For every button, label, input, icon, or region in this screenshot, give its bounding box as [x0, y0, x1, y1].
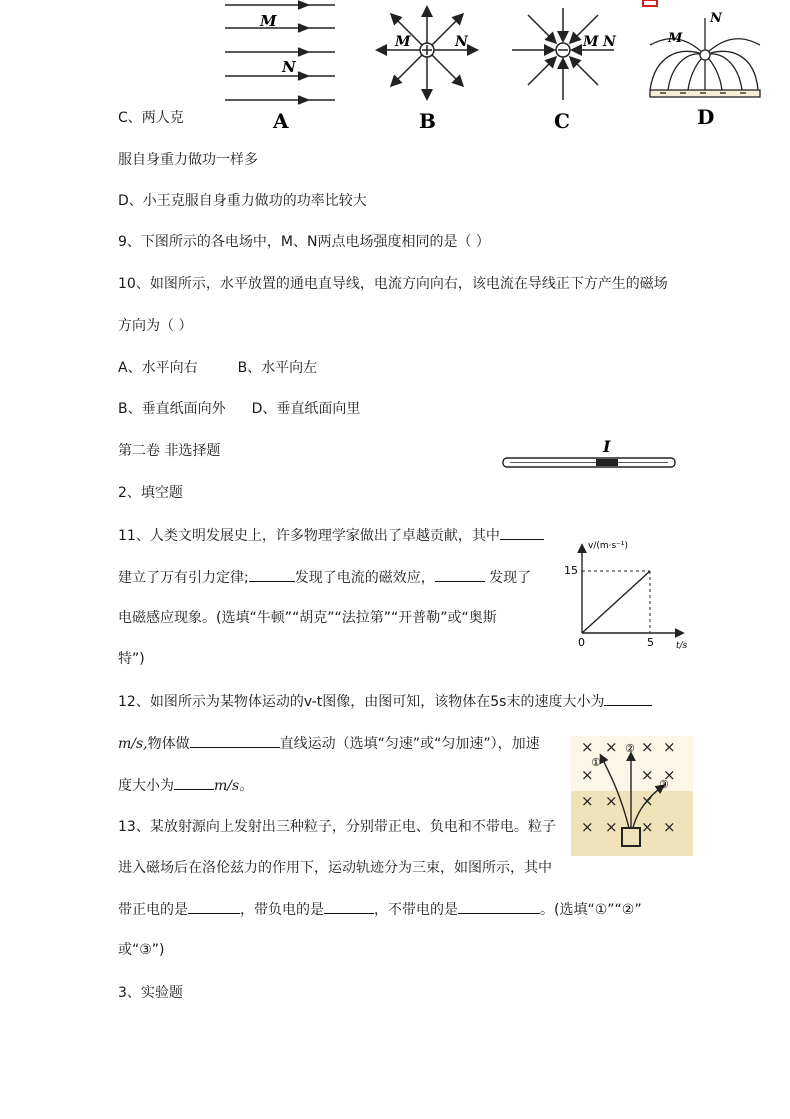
fill-in-heading: 2、填空题	[118, 485, 183, 501]
svg-text:×: ×	[641, 738, 654, 756]
point-m-label-d: M	[668, 31, 683, 46]
vt-y-axis-label: v/(m·s⁻¹)	[588, 541, 629, 551]
question-11-text: 11、人类文明发展史上，许多物理学家做出了卓越贡献，其中	[118, 528, 500, 544]
track-label-3: ③	[659, 778, 669, 791]
question-13-text-3: ，不带电的是	[374, 902, 458, 918]
magnetic-field-figure	[571, 736, 693, 856]
svg-text:×: ×	[641, 818, 654, 836]
question-13-line-4: 或“③”)	[118, 942, 165, 958]
field-c-negative-charge	[512, 8, 614, 100]
question-13-text: 带正电的是	[118, 902, 188, 918]
point-m-label-c: M	[583, 34, 599, 50]
question-13-line-3	[118, 899, 642, 920]
point-n-label-b: N	[455, 34, 468, 50]
answer-blank-12a[interactable]	[604, 691, 652, 706]
electric-field-figures	[210, 0, 770, 135]
svg-text:×: ×	[581, 738, 594, 756]
vt-data-line	[582, 571, 650, 633]
question-11-line-4: 特”)	[118, 651, 145, 667]
question-13-line-1: 13、某放射源向上发射出三种粒子，分别带正电、负电和不带电。粒子	[118, 819, 556, 835]
option-b-out: B、垂直纸面向外	[118, 401, 226, 417]
question-12-line-2	[118, 733, 540, 754]
answer-blank-13a[interactable]	[188, 899, 240, 914]
svg-text:×: ×	[641, 766, 654, 784]
question-13-text-4: 。(选填“①”“②”	[540, 902, 642, 918]
question-11-line-3: 电磁感应现象。(选填“牛顿”“胡克”“法拉第”“开普勒”或“奥斯	[118, 610, 497, 626]
answer-blank-13b[interactable]	[324, 899, 374, 914]
question-12-line-1	[118, 691, 652, 712]
figure-label-d: D	[697, 105, 715, 129]
vt-x-tick: 5	[647, 636, 654, 649]
vt-y-tick: 15	[564, 564, 578, 577]
figure-label-b: B	[419, 109, 436, 133]
answer-blank-11c[interactable]	[435, 567, 485, 582]
point-m-label-b: M	[395, 34, 411, 50]
option-d-line: D、小王克服自身重力做功的功率比较大	[118, 193, 367, 209]
experiment-heading: 3、实验题	[118, 985, 183, 1001]
option-c-line-1: C、两人克	[118, 110, 184, 126]
part-two-heading: 第二卷 非选择题	[118, 443, 221, 459]
answer-blank-11a[interactable]	[500, 525, 544, 540]
track-label-1: ①	[591, 756, 601, 769]
current-label: I	[603, 437, 611, 456]
svg-text:×: ×	[581, 818, 594, 836]
option-d-in: D、垂直纸面向里	[251, 401, 361, 417]
question-11-text-2: 建立了万有引力定律;	[118, 570, 249, 586]
answer-blank-12c[interactable]	[174, 775, 214, 790]
option-b-left: B、水平向左	[237, 360, 318, 376]
question-11-text-4: 发现了	[484, 570, 532, 586]
question-12-text: 12、如图所示为某物体运动的v-t图像，由图可知，该物体在5s末的速度大小为	[118, 694, 605, 710]
question-13-text-2: ，带负电的是	[240, 902, 324, 918]
option-c-line-2: 服自身重力做功一样多	[118, 152, 258, 168]
field-b-positive-charge	[378, 8, 476, 98]
answer-blank-13c[interactable]	[458, 899, 540, 914]
svg-text:×: ×	[605, 792, 618, 810]
track-label-2: ②	[625, 742, 635, 755]
svg-text:×: ×	[605, 738, 618, 756]
figure-label-c: C	[554, 109, 570, 133]
question-12-text-4: 度大小为	[118, 778, 174, 794]
svg-text:×: ×	[581, 792, 594, 810]
question-13-line-2: 进入磁场后在洛伦兹力的作用下，运动轨迹分为三束，如图所示，其中	[118, 860, 552, 876]
answer-blank-11b[interactable]	[249, 567, 295, 582]
question-10-line-2: 方向为（ ）	[118, 318, 193, 334]
svg-text:×: ×	[605, 818, 618, 836]
field-d-charge-plate	[650, 18, 760, 97]
question-10-line-1: 10、如图所示，水平放置的通电直导线，电流方向向右，该电流在导线正下方产生的磁场	[118, 276, 668, 292]
field-a-uniform-lines	[225, 1, 335, 104]
svg-text:×: ×	[641, 792, 654, 810]
answer-blank-12b[interactable]	[190, 733, 280, 748]
question-12-text-3: 直线运动（选填“匀速”或“匀加速”），加速	[279, 736, 540, 752]
question-11-line-2	[118, 567, 531, 588]
current-wire-figure	[500, 436, 680, 478]
unit-ms: m/s,	[118, 736, 148, 752]
question-12-line-3	[118, 775, 253, 796]
vt-x-axis-label: t/s	[676, 641, 688, 651]
svg-text:×: ×	[581, 766, 594, 784]
question-9: 9、下图所示的各电场中，M、N两点电场强度相同的是（ ）	[118, 234, 490, 250]
point-n-label-a: N	[282, 58, 296, 76]
vt-graph	[560, 536, 700, 651]
question-10-options-2	[118, 399, 360, 419]
question-11-line-1	[118, 525, 544, 546]
point-n-label-c: N	[603, 34, 616, 50]
figure-label-a: A	[273, 109, 289, 133]
option-a: A、水平向右	[118, 360, 198, 376]
unit-ms2: m/s。	[214, 778, 254, 794]
question-11-text-3: 发现了电流的磁效应，	[294, 570, 435, 586]
question-10-options-1	[118, 358, 317, 378]
svg-text:×: ×	[663, 766, 676, 784]
svg-text:×: ×	[663, 818, 676, 836]
question-12-text-2: 物体做	[147, 736, 190, 752]
red-mark	[643, 0, 657, 6]
point-n-label-d: N	[710, 11, 722, 26]
point-m-label-a: M	[260, 12, 277, 30]
vt-origin: 0	[578, 636, 585, 649]
svg-text:×: ×	[663, 738, 676, 756]
